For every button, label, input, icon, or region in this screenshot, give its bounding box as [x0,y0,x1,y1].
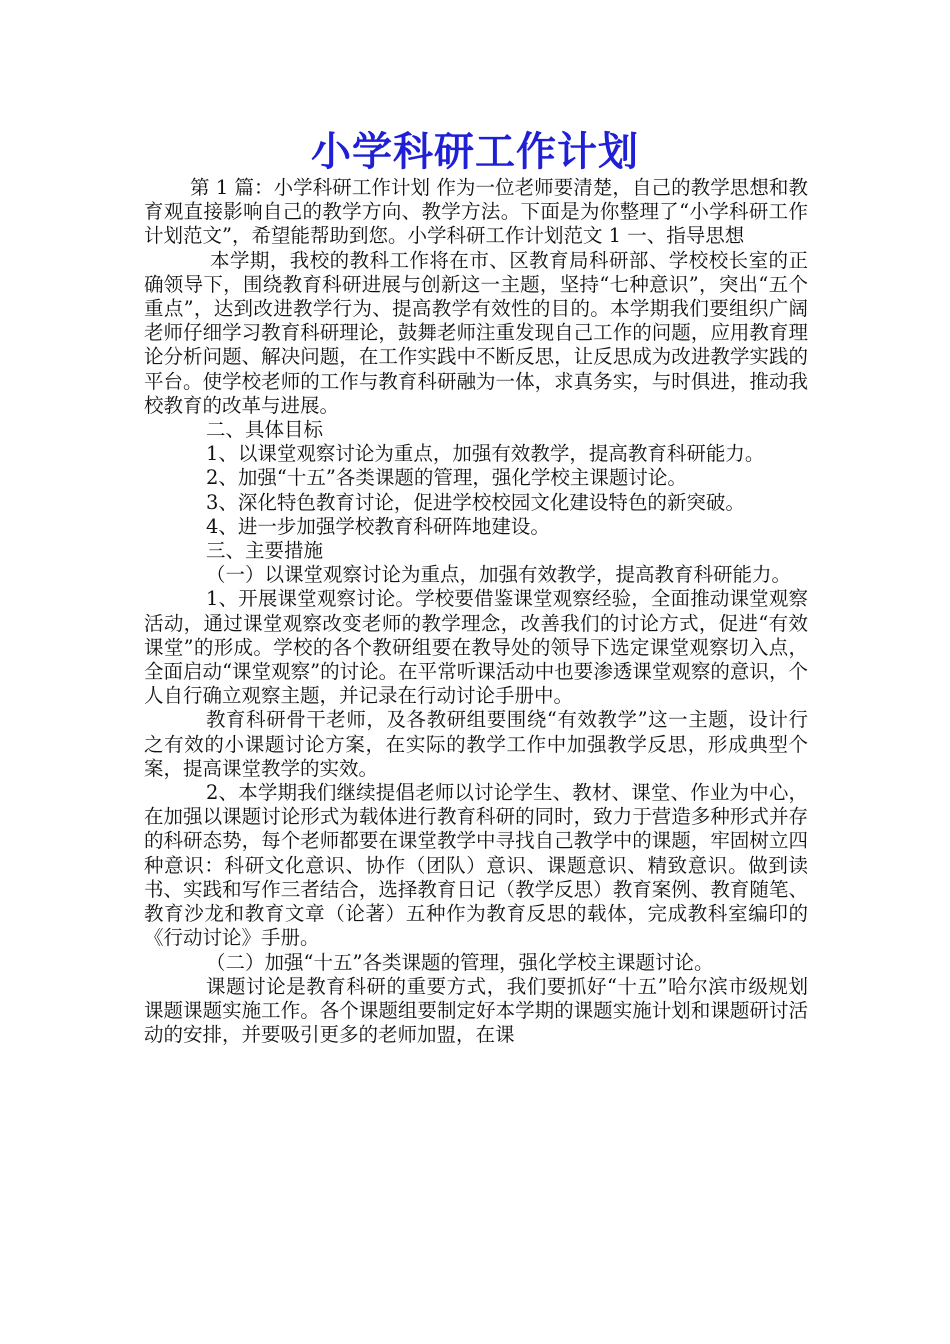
body-paragraph: 课题讨论是教育科研的重要方式，我们要抓好“十五”哈尔滨市级规划课题课题实施工作。各个课题组要制定好本学期的课题实施计划和课题研讨活动的安排，并要吸引更多的老师加盟，在课 [144,974,808,1047]
body-paragraph: （一）以课堂观察讨论为重点，加强有效教学，提高教育科研能力。 [206,563,792,587]
document-body [144,176,808,1047]
document-title: 小学科研工作计划 [311,128,639,175]
body-paragraph: 1、以课堂观察讨论为重点，加强有效教学，提高教育科研能力。 [206,442,765,466]
body-paragraph: 3、深化特色教育讨论，促进学校校园文化建设特色的新突破。 [206,490,745,514]
body-paragraph: 教育科研骨干老师，及各教研组要围绕“有效教学”这一主题，设计行之有效的小课题讨论方案，在实际的教学工作中加强教学反思，形成典型个案，提高课堂教学的实效。 [144,708,808,780]
body-paragraph: 2、本学期我们继续提倡老师以讨论学生、教材、课堂、作业为中心，在加强以课题讨论形式为载体进行教育科研的同时，致力于营造多种形式并存的科研态势，每个老师都要在课堂教学中寻找自己教学中的课题，牢固树立四种意识：科研文化意识、协作（团队）意识、课题意识、精致意识。做到读书、实践和写作三者结合，选择教育日记（教学反思）教育案例、教育随笔、教育沙龙和教育文章（论著）五种作为教育反思的载体，完成教科室编印的《行动讨论》手册。 [144,781,808,950]
body-paragraph: 1、开展课堂观察讨论。学校要借鉴课堂观察经验，全面推动课堂观察活动，通过课堂观察改变老师的教学理念，改善我们的讨论方式，促进“有效课堂”的形成。学校的各个教研组要在教导处的领导下选定课堂观察切入点，全面启动“课堂观察”的讨论。在平常听课活动中也要渗透课堂观察的意识，个人自行确立观察主题，并记录在行动讨论手册中。 [144,587,808,708]
body-paragraph: 本学期，我校的教科工作将在市、区教育局科研部、学校校长室的正确领导下，围绕教育科研进展与创新这一主题，坚持“七种意识”，突出“五个重点”，达到改进教学行为、提高教学有效性的目的。本学期我们要组织广阔老师仔细学习教育科研理论，鼓舞老师注重发现自己工作的问题，应用教育理论分析问题、解决问题，在工作实践中不断反思，让反思成为改进教学实践的平台。使学校老师的工作与教育科研融为一体，求真务实，与时俱进，推动我校教育的改革与进展。 [144,248,808,417]
body-paragraph: 第 1 篇：小学科研工作计划 作为一位老师要清楚，自己的教学思想和教育观直接影响自己的教学方向、教学方法。下面是为你整理了“小学科研工作计划范文”，希望能帮助到您。小学科研工作计划范文 1 一、指导思想 [144,176,808,248]
body-paragraph: 三、主要措施 [206,539,324,563]
body-paragraph: 2、加强“十五”各类课题的管理，强化学校主课题讨论。 [206,466,687,490]
body-paragraph: 二、具体目标 [206,418,324,442]
body-paragraph: 4、进一步加强学校教育科研阵地建设。 [206,514,550,538]
body-paragraph: （二）加强“十五”各类课题的管理，强化学校主课题讨论。 [206,950,714,974]
